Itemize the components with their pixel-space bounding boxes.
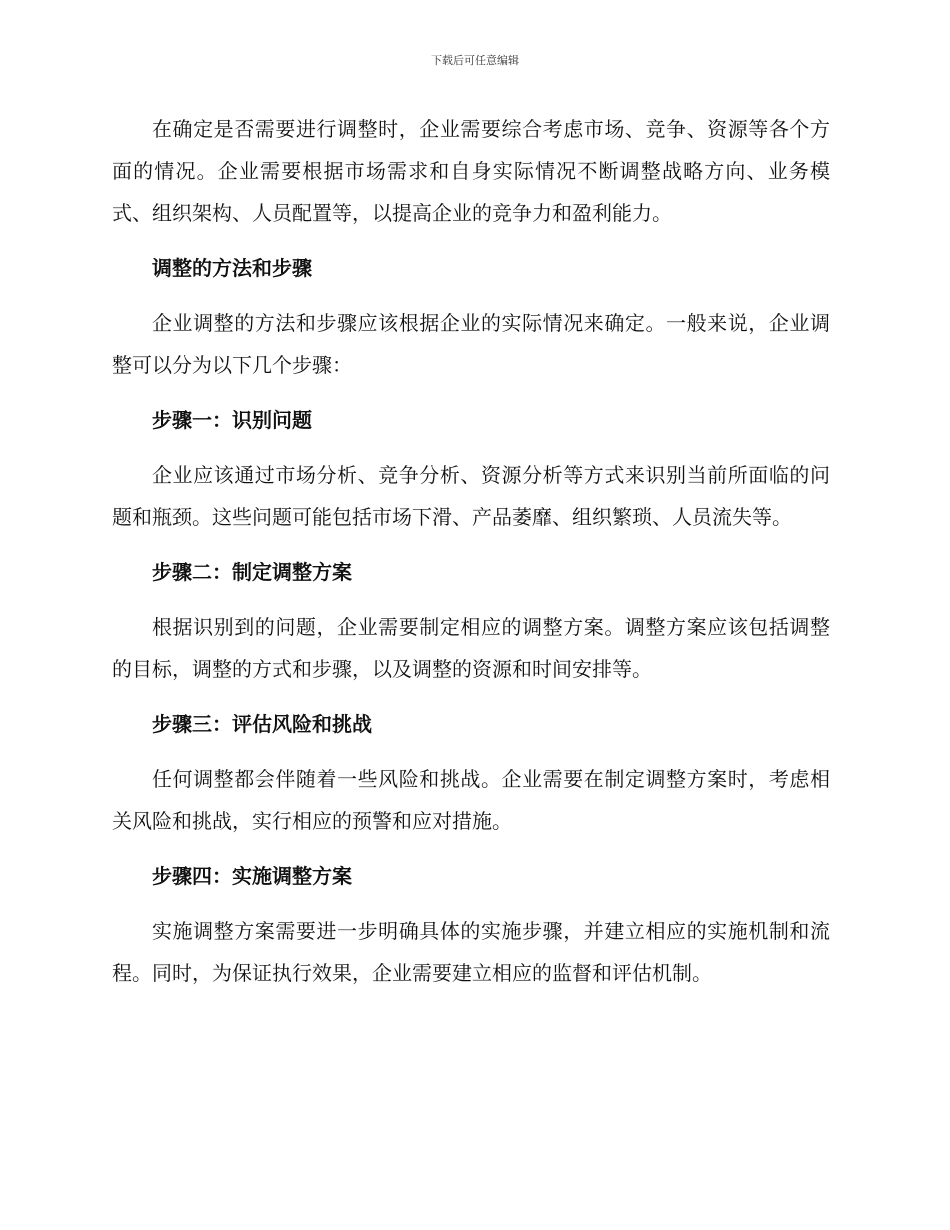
- intro-paragraph: 在确定是否需要进行调整时，企业需要综合考虑市场、竞争、资源等各个方面的情况。企业需要根据市场需求和自身实际情况不断调整战略方向、业务模式、组织架构、人员配置等，以提高企业的竞争力和盈利能力。: [112, 117, 830, 225]
- step-three-paragraph: 任何调整都会伴随着一些风险和挑战。企业需要在制定调整方案时，考虑相关风险和挑战，实行相应的预警和应对措施。: [112, 767, 830, 833]
- methods-paragraph: 企业调整的方法和步骤应该根据企业的实际情况来确定。一般来说，企业调整可以分为以下几个步骤：: [112, 311, 830, 377]
- step-one-paragraph: 企业应该通过市场分析、竞争分析、资源分析等方式来识别当前所面临的问题和瓶颈。这些问题可能包括市场下滑、产品萎靡、组织繁琐、人员流失等。: [112, 463, 830, 529]
- step-two-heading: 步骤二：制定调整方案: [152, 560, 352, 584]
- step-one-heading: 步骤一：识别问题: [152, 408, 312, 432]
- step-four-heading: 步骤四：实施调整方案: [152, 864, 352, 888]
- document-body: [112, 108, 830, 1007]
- page-header: 下载后可任意编辑: [431, 54, 519, 67]
- section-heading-methods: 调整的方法和步骤: [152, 256, 312, 280]
- step-two-paragraph: 根据识别到的问题，企业需要制定相应的调整方案。调整方案应该包括调整的目标，调整的方式和步骤，以及调整的资源和时间安排等。: [112, 615, 830, 681]
- step-four-paragraph: 实施调整方案需要进一步明确具体的实施步骤，并建立相应的实施机制和流程。同时，为保证执行效果，企业需要建立相应的监督和评估机制。: [112, 919, 830, 985]
- step-three-heading: 步骤三：评估风险和挑战: [152, 712, 372, 736]
